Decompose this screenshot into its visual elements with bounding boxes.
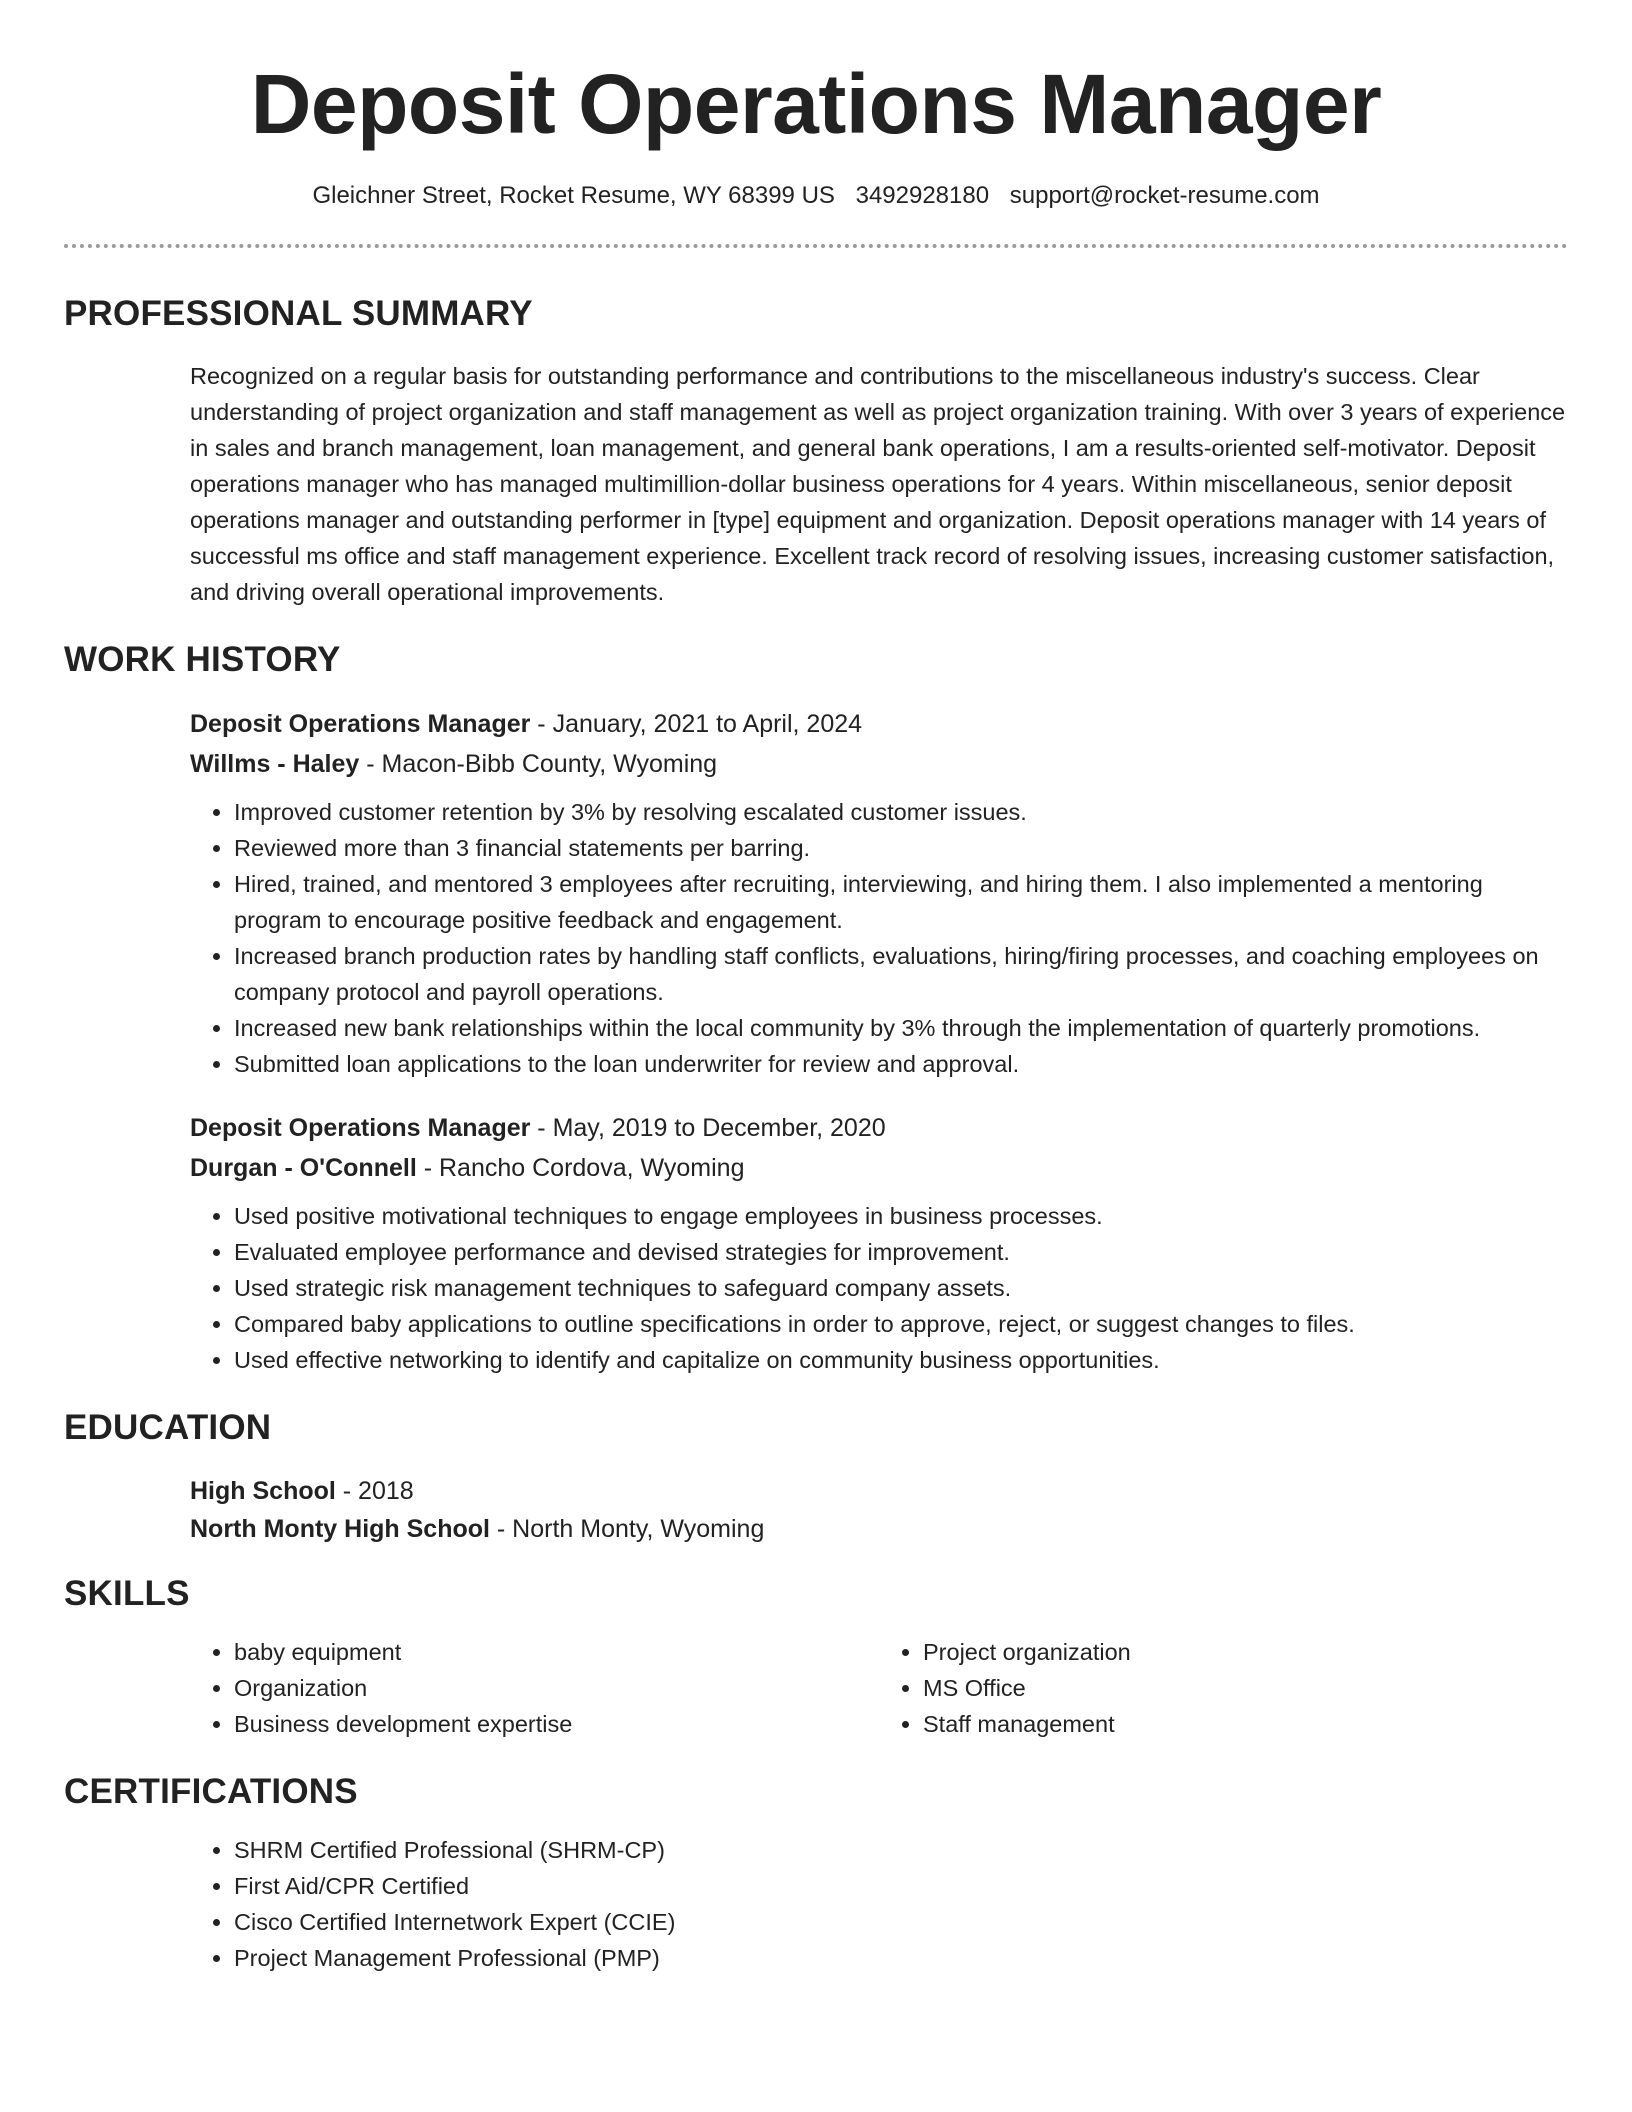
list-item: • Increased branch production rates by handling staff conflicts, evaluations, hiring/firing processes, and coaching employees on company protocol and payroll operations. xyxy=(234,938,1568,1010)
contact-email: support@rocket-resume.com xyxy=(1009,182,1320,209)
skills-section xyxy=(64,1634,1568,1742)
list-item: • Staff management xyxy=(923,1706,1568,1742)
job-title-line xyxy=(190,704,1568,744)
skills-column-left xyxy=(190,1634,879,1742)
job-bullets xyxy=(190,1198,1568,1378)
certifications-list xyxy=(190,1832,1568,1976)
resume-title: Deposit Operations Manager xyxy=(250,57,1382,151)
job-location: - Rancho Cordova, Wyoming xyxy=(416,1154,745,1182)
list-item: • SHRM Certified Professional (SHRM-CP) xyxy=(234,1832,1568,1868)
education-school-line xyxy=(190,1510,1568,1548)
education-heading: EDUCATION xyxy=(64,1408,272,1447)
summary-section xyxy=(64,358,1568,610)
education-degree: High School xyxy=(190,1477,336,1505)
list-item: • Evaluated employee performance and devised strategies for improvement. xyxy=(234,1234,1568,1270)
job-dates: - January, 2021 to April, 2024 xyxy=(530,710,863,738)
summary-text: Recognized on a regular basis for outstanding performance and contributions to the miscellaneous industry's success. Clear understanding of project organization and staff management as well as project organization training. With over 3 years of experience in sales and branch management, loan management, and general bank operations, I am a results-oriented self-motivator. Deposit operations manager who has managed multimillion-dollar business operations for 4 years. Within miscellaneous, senior deposit operations manager and outstanding performer in [type] equipment and organization. Deposit operations manager with 14 years of successful ms office and staff management experience. Excellent track record of resolving issues, increasing customer satisfaction, and driving overall operational improvements. xyxy=(190,363,1566,605)
list-item: • Improved customer retention by 3% by resolving escalated customer issues. xyxy=(234,794,1568,830)
work-history-section xyxy=(64,704,1568,1378)
list-item: • Project Management Professional (PMP) xyxy=(234,1940,1568,1976)
list-item: • Submitted loan applications to the loan underwriter for review and approval. xyxy=(234,1046,1568,1082)
contact-phone: 3492928180 xyxy=(855,182,990,209)
list-item: • Hired, trained, and mentored 3 employees after recruiting, interviewing, and hiring them. I also implemented a mentoring program to encourage positive feedback and engagement. xyxy=(234,866,1568,938)
list-item: • First Aid/CPR Certified xyxy=(234,1868,1568,1904)
job-company-line xyxy=(190,1148,1568,1188)
list-item: • Project organization xyxy=(923,1634,1568,1670)
education-degree-line xyxy=(190,1472,1568,1510)
list-item: • Organization xyxy=(234,1670,879,1706)
list-item: • Used effective networking to identify and capitalize on community business opportunities. xyxy=(234,1342,1568,1378)
list-item: • Business development expertise xyxy=(234,1706,879,1742)
header-divider xyxy=(64,244,1568,248)
list-item: • Compared baby applications to outline specifications in order to approve, reject, or suggest changes to files. xyxy=(234,1306,1568,1342)
job-title-line xyxy=(190,1108,1568,1148)
list-item: • Cisco Certified Internetwork Expert (CCIE) xyxy=(234,1904,1568,1940)
job-company: Willms - Haley xyxy=(190,750,360,778)
job-company-line xyxy=(190,744,1568,784)
job-entry xyxy=(190,704,1568,1082)
list-item: • Reviewed more than 3 financial statements per barring. xyxy=(234,830,1568,866)
job-entry xyxy=(190,1108,1568,1378)
contact-line xyxy=(64,182,1568,210)
summary-heading: PROFESSIONAL SUMMARY xyxy=(64,294,533,333)
list-item: • Used positive motivational techniques to engage employees in business processes. xyxy=(234,1198,1568,1234)
job-company: Durgan - O'Connell xyxy=(190,1154,417,1182)
list-item: • Used strategic risk management techniques to safeguard company assets. xyxy=(234,1270,1568,1306)
job-dates: - May, 2019 to December, 2020 xyxy=(530,1114,886,1142)
education-section xyxy=(64,1472,1568,1548)
list-item: • MS Office xyxy=(923,1670,1568,1706)
job-title: Deposit Operations Manager xyxy=(190,710,531,738)
contact-address: Gleichner Street, Rocket Resume, WY 68399 US xyxy=(312,182,835,209)
education-school: North Monty High School xyxy=(190,1515,490,1543)
list-item: • Increased new bank relationships within the local community by 3% through the implementation of quarterly promotions. xyxy=(234,1010,1568,1046)
education-year: - 2018 xyxy=(335,1477,414,1505)
list-item: • baby equipment xyxy=(234,1634,879,1670)
certifications-heading: CERTIFICATIONS xyxy=(64,1772,358,1811)
job-title: Deposit Operations Manager xyxy=(190,1114,531,1142)
skills-column-right xyxy=(879,1634,1568,1742)
skills-grid xyxy=(190,1634,1568,1742)
job-bullets xyxy=(190,794,1568,1082)
work-history-heading: WORK HISTORY xyxy=(64,640,341,679)
certifications-section xyxy=(64,1832,1568,1976)
skills-heading: SKILLS xyxy=(64,1574,190,1613)
education-location: - North Monty, Wyoming xyxy=(489,1515,765,1543)
job-location: - Macon-Bibb County, Wyoming xyxy=(359,750,718,778)
